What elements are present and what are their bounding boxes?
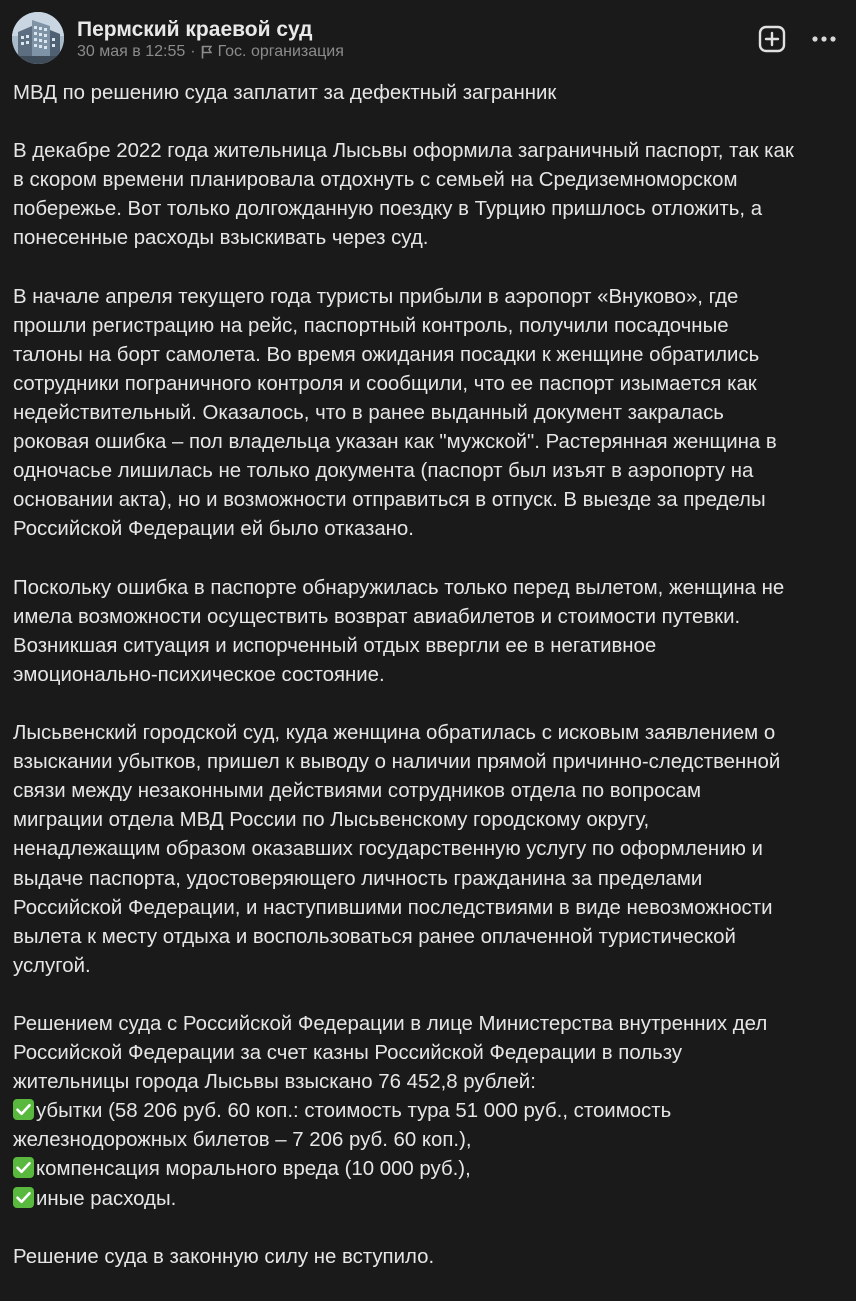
text-line: Лысьвенский городской суд, куда женщина обратилась с исковым заявлением о [13, 722, 776, 745]
paragraph-footer [13, 1243, 849, 1272]
list-item-continuation: железнодорожных билетов – 7 206 руб. 60 коп.), [13, 1129, 472, 1152]
post-title-text: МВД по решению суда заплатит за дефектный загранник [13, 82, 557, 104]
text-line: Российской Федерации, и наступившими последствиями в виде невозможности [13, 896, 773, 919]
post-title [13, 79, 849, 108]
text-line: услугой. [13, 954, 91, 977]
check-mark-icon [13, 1187, 34, 1208]
text-line: ненадлежащим образом оказавших государственную услугу по оформлению и [13, 838, 763, 861]
text-line: сотрудники пограничного контроля и сообщили, что ее паспорт изымается как [13, 372, 757, 395]
text-line: Поскольку ошибка в паспорте обнаружилась только перед вылетом, женщина не [13, 576, 785, 599]
text-line: В начале апреля текущего года туристы прибыли в аэропорт «Внуково», где [13, 285, 739, 308]
avatar[interactable] [12, 12, 64, 64]
text-line: в скором времени планировала отдохнуть с семьей на Средиземноморском [13, 169, 738, 192]
text-line: имела возможности осуществить возврат авиабилетов и стоимости путевки. [13, 605, 741, 628]
court-building-avatar-icon [12, 12, 64, 64]
flag-icon [201, 45, 213, 59]
paragraph-5 [13, 1010, 849, 1214]
text-line: прошли регистрацию на рейс, паспортный контроль, получили посадочные [13, 314, 729, 337]
paragraph-1 [13, 137, 849, 253]
add-square-icon [757, 24, 787, 54]
text-line: Решением суда с Российской Федерации в лице Министерства внутренних дел [13, 1013, 768, 1035]
text-line: вылета к месту отдыха и воспользоваться ранее оплаченной туристической [13, 925, 736, 948]
text-line: связи между незаконными действиями сотрудников отдела по вопросам [13, 780, 701, 803]
post-meta [77, 43, 344, 61]
list-item [13, 1097, 849, 1126]
text-line: взыскании убытков, пришел к выводу о наличии прямой причинно-следственной [13, 751, 781, 774]
author-name[interactable]: Пермский краевой суд [77, 18, 313, 41]
list-item-text: иные расходы. [36, 1187, 177, 1210]
text-line: эмоционально-психическое состояние. [13, 663, 385, 686]
check-mark-icon [13, 1157, 34, 1178]
text-line: роковая ошибка – пол владельца указан как "мужской". Растерянная женщина в [13, 431, 777, 454]
paragraph-2 [13, 283, 849, 545]
text-line: основании акта), но и возможности отправиться в отпуск. В выезде за пределы [13, 489, 766, 512]
text-line: недействительный. Оказалось, что в ранее выданный документ закралась [13, 402, 724, 425]
list-item-text: компенсация морального вреда (10 000 руб.), [36, 1158, 471, 1181]
more-options-button[interactable] [808, 26, 840, 52]
text-line: Возникшая ситуация и испорченный отдых ввергли ее в негативное [13, 634, 657, 657]
text-line: жительницы города Лысьвы взыскано 76 452,8 рублей: [13, 1071, 536, 1094]
meta-separator: · [190, 43, 196, 60]
text-line: талоны на борт самолета. Во время ожидания посадки к женщине обратились [13, 343, 760, 366]
paragraph-3 [13, 574, 849, 690]
text-line: миграции отдела МВД России по Лысьвенскому городскому округу, [13, 809, 650, 832]
text-line: понесенные расходы взыскивать через суд. [13, 227, 429, 250]
add-button[interactable] [757, 24, 787, 54]
text-line: Российской Федерации ей было отказано. [13, 518, 414, 541]
text-line: одночасье лишилась не только документа (паспорт был изъят в аэропорту на [13, 460, 754, 483]
post-body [13, 79, 849, 1301]
text-line: выдаче паспорта, удостоверяющего личность гражданина за пределами [13, 867, 703, 890]
check-mark-icon [13, 1099, 34, 1120]
text-line: В декабре 2022 года жительница Лысьвы оформила заграничный паспорт, так как [13, 140, 794, 163]
org-category: Гос. организация [217, 43, 344, 60]
more-dots-icon [808, 26, 840, 52]
text-line: Решение суда в законную силу не вступило. [13, 1245, 435, 1268]
text-line: Российской Федерации за счет казны Российской Федерации в пользу [13, 1042, 683, 1065]
post-header [0, 0, 856, 76]
text-line: побережье. Вот только долгожданную поездку в Турцию пришлось отложить, а [13, 198, 763, 221]
list-item [13, 1185, 849, 1214]
post-date[interactable]: 30 мая в 12:55 [77, 43, 186, 60]
list-item [13, 1155, 849, 1184]
paragraph-4 [13, 719, 849, 981]
list-item-text: убытки (58 206 руб. 60 коп.: стоимость тура 51 000 руб., стоимость [36, 1100, 672, 1123]
